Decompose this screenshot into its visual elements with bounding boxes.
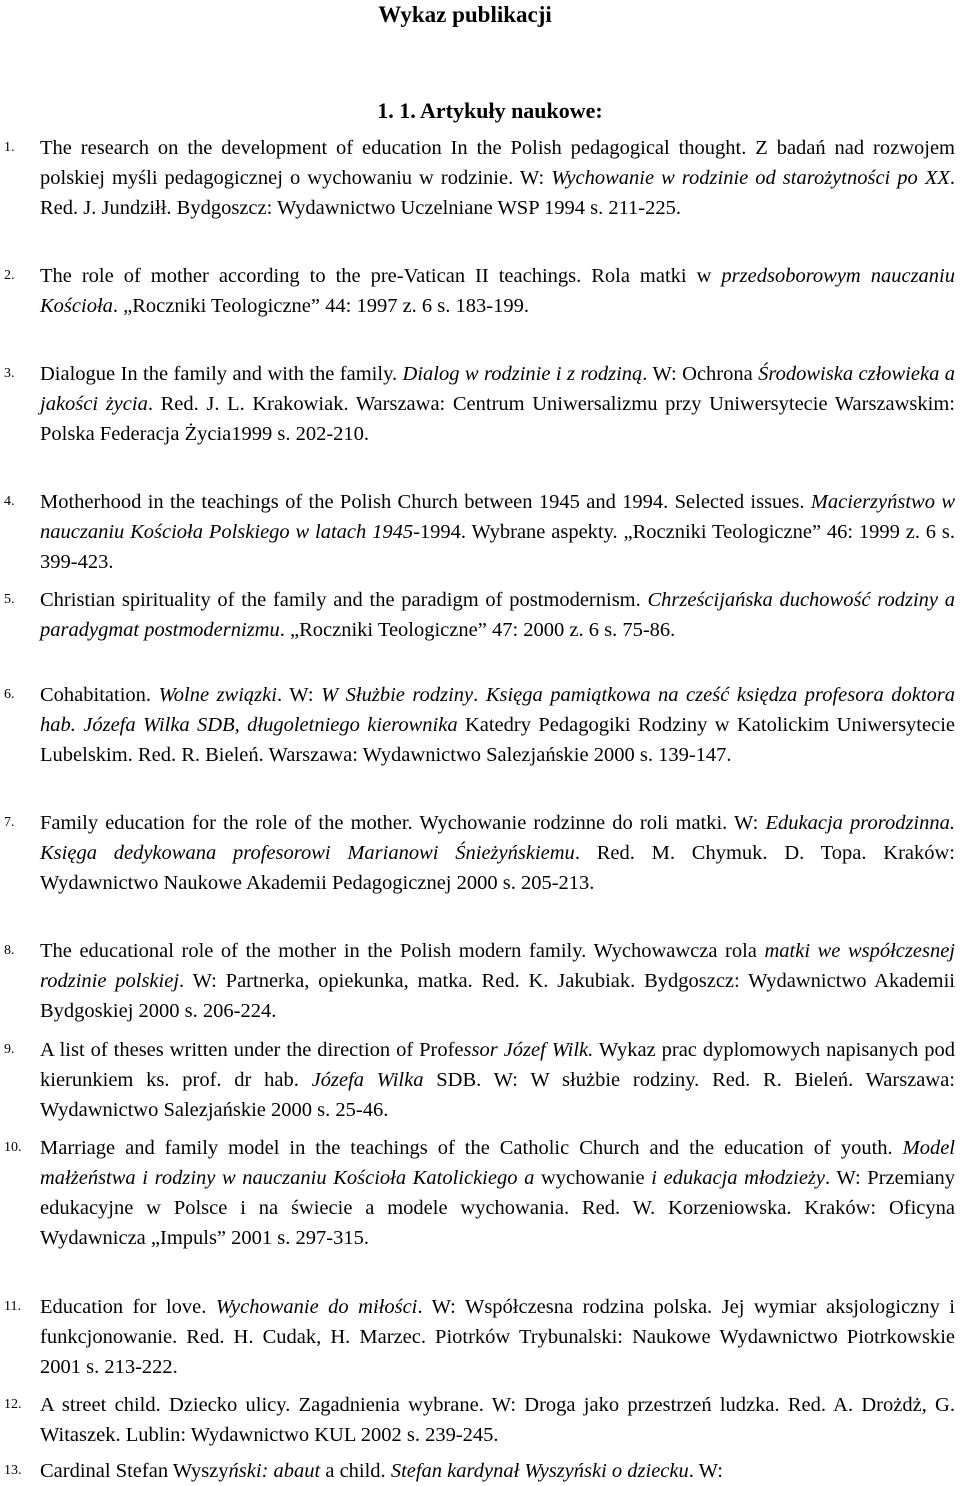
citation-italic-text: Model małżeństwa i rodziny w nauczaniu Kościoła Katolickiego a [40, 1137, 955, 1189]
citation-italic-text: matki we współczesnej rodzinie polskiej [40, 940, 955, 992]
citation-italic-text: Stefan kardynał Wyszyński o dziecku [390, 1460, 689, 1482]
publication-number: 1. [4, 140, 15, 155]
citation-italic-text: Chrześcijańska duchowość rodziny a paradygmat postmodernizmu [40, 589, 955, 641]
citation-text: The role of mother according to the pre-Vatican II teachings. Rola matki w [40, 265, 722, 287]
citation-italic-text: Środowiska człowieka a jakości życia [40, 363, 955, 415]
citation-text: wychowanie [534, 1167, 652, 1189]
publication-number: 7. [4, 815, 15, 830]
citation-text: . Red. J. Jundziłł. Bydgoszcz: Wydawnictwo Uczelniane WSP 1994 s. 211-225. [40, 167, 955, 219]
publication-citation [40, 1456, 955, 1486]
publication-citation [40, 1035, 955, 1125]
publication-number: 2. [4, 268, 15, 283]
citation-text: . Red. J. L. Krakowiak. Warszawa: Centrum Uniwersalizmu przy Uniwersytecie Warszawskim: Polska Federacja Życia1999 s. 202-210. [40, 393, 955, 445]
citation-text: Katedry Pedagogiki Rodziny w Katolickim Uniwersytecie Lubelskim. Red. R. Bieleń. Warszawa: Wydawnictwo Salezjańskie 2000 s. 139-147. [40, 714, 955, 766]
citation-text: Marriage and family model in the teachings of the Catholic Church and the education of youth. [40, 1137, 903, 1159]
publication-citation [40, 680, 955, 770]
citation-italic-text: przedsoborowym nauczaniu Kościoła [40, 265, 955, 317]
citation-text: Cardinal Stefan Wyszy [40, 1460, 229, 1482]
publication-citation [40, 936, 955, 1026]
citation-italic-text: Dialog w rodzinie i z rodziną [402, 363, 643, 385]
citation-italic-text: Macierzyństwo w nauczaniu Kościoła Polskiego w latach 1945 [40, 491, 955, 543]
citation-text: . W: [276, 684, 322, 706]
publication-number: 8. [4, 943, 15, 958]
citation-text: . W: [688, 1460, 723, 1482]
citation-italic-text: Wolne związki [158, 684, 277, 706]
publication-number: 5. [4, 592, 15, 607]
citation-text: a child. [320, 1460, 391, 1482]
citation-text: -1994. Wybrane aspekty. „Roczniki Teologiczne” 46: 1999 z. 6 s. 399-423. [40, 521, 955, 573]
citation-italic-text: Edukacja prorodzinna. Księga dedykowana profesorowi Marianowi Śnieżyńskiemu [40, 812, 955, 864]
publication-number: 9. [4, 1042, 15, 1057]
citation-text: The educational role of the mother in the Polish modern family. Wychowawcza rola [40, 940, 765, 962]
citation-text: Wykaz prac dyplomowych napisanych pod kierunkiem ks. prof. dr hab. [40, 1039, 955, 1091]
citation-italic-text: Księga pamiątkowa na cześć księdza profesora doktora hab. Józefa Wilka SDB, długoletniego kierownika [40, 684, 955, 736]
citation-text: Christian spirituality of the family and the paradigm of postmodernism. [40, 589, 648, 611]
publication-number: 4. [4, 494, 15, 509]
citation-text: Cohabitation. [40, 684, 159, 706]
citation-text: Education for love. [40, 1296, 216, 1318]
publication-citation [40, 808, 955, 898]
citation-text: . Red. M. Chymuk. D. Topa. Kraków: Wydawnictwo Naukowe Akademii Pedagogicznej 2000 s. 205-213. [40, 842, 956, 894]
citation-italic-text: W Służbie rodziny [321, 684, 474, 706]
publication-citation [40, 585, 955, 645]
page-title: Wykaz publikacji [378, 2, 552, 27]
citation-italic-text: Wychowanie do miłości [215, 1296, 418, 1318]
publication-citation [40, 1292, 955, 1382]
citation-text: SDB. W: W służbie rodziny. Red. R. Bieleń. Warszawa: Wydawnictwo Salezjańskie 2000 s. 25-46. [40, 1069, 955, 1121]
citation-text: . W: Ochrona [642, 363, 759, 385]
publication-number: 6. [4, 687, 15, 702]
citation-text: A street child. Dziecko ulicy. Zagadnienia wybrane. W: Droga jako przestrzeń ludzka. Red. A. Drożdż, G. Witaszek. Lublin: Wydawnictwo KUL 2002 s. 239-245. [40, 1394, 955, 1446]
publication-citation [40, 1133, 955, 1253]
publication-citation [40, 359, 955, 449]
section-heading: 1. 1. Artykuły naukowe: [377, 98, 603, 123]
citation-text: . „Roczniki Teologiczne” 44: 1997 z. 6 s. 183-199. [112, 295, 529, 317]
publication-number: 3. [4, 366, 15, 381]
citation-text: . W: Partnerka, opiekunka, matka. Red. K. Jakubiak. Bydgoszcz: Wydawnictwo Akademii Bydgoskiej 2000 s. 206-224. [40, 970, 955, 1022]
citation-italic-text: Wychowanie w rodzinie od starożytności po XX [551, 167, 950, 189]
citation-text: . W: Współczesna rodzina polska. Jej wymiar aksjologiczny i funkcjonowanie. Red. H. Cudak, H. Marzec. Piotrków Trybunalski: Naukowe Wydawnictwo Piotrkowskie 2001 s. 213-222. [40, 1296, 955, 1378]
citation-italic-text: ński: abaut [228, 1460, 321, 1482]
publication-citation [40, 261, 955, 321]
publication-citation [40, 1390, 955, 1450]
citation-italic-text: Józefa Wilka [311, 1069, 424, 1091]
citation-text: Motherhood in the teachings of the Polish Church between 1945 and 1994. Selected issues. [40, 491, 811, 513]
citation-text: A list of theses written under the direction of Profe [40, 1039, 464, 1061]
citation-text: . W: Przemiany edukacyjne w Polsce i na świecie a modele wychowania. Red. W. Korzeniowska. Kraków: Oficyna Wydawnicza „Impuls” 2001 s. 297-315. [40, 1167, 955, 1249]
citation-text: The research on the development of education In the Polish pedagogical thought. Z badań nad rozwojem polskiej myśli pedagogicznej o wychowaniu w rodzinie. W: [40, 137, 955, 189]
citation-italic-text: ssor Józef Wilk. [463, 1039, 594, 1061]
citation-italic-text: i edukacja młodzieży [651, 1167, 826, 1189]
citation-text: Family education for the role of the mother. Wychowanie rodzinne do roli matki. W: [40, 812, 766, 834]
citation-text: . „Roczniki Teologiczne” 47: 2000 z. 6 s. 75-86. [279, 619, 676, 641]
publication-citation [40, 133, 955, 223]
publication-number: 13. [4, 1463, 22, 1478]
publication-citation [40, 487, 955, 577]
publication-number: 10. [4, 1140, 22, 1155]
citation-text: . [473, 684, 486, 706]
publication-number: 12. [4, 1397, 22, 1412]
publication-number: 11. [4, 1299, 21, 1314]
citation-text: Dialogue In the family and with the family. [40, 363, 403, 385]
